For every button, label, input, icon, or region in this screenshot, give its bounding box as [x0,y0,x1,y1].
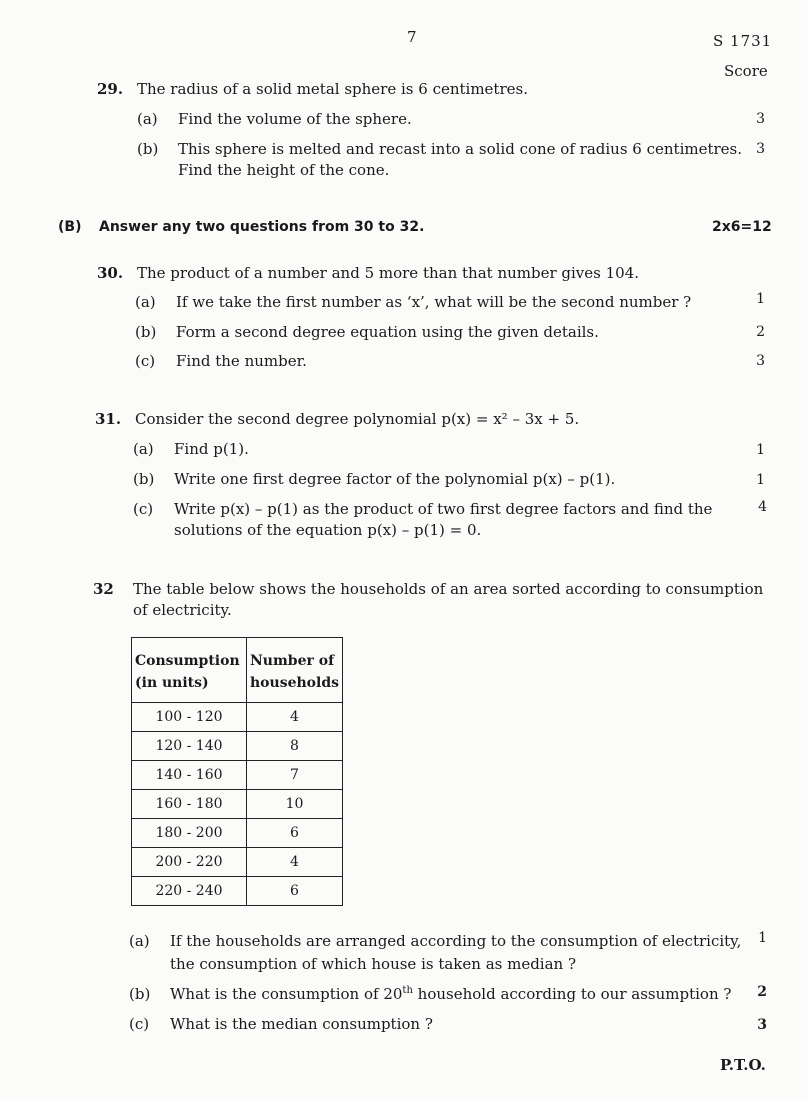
score-heading: Score [724,62,768,80]
cell-households: 4 [247,703,343,732]
cell-households: 10 [247,790,343,819]
question-text-cont: of electricity. [133,601,232,619]
paper-code: S 1731 [713,32,773,50]
cell-households: 6 [247,819,343,848]
cell-consumption: 180 - 200 [132,819,247,848]
question-text: The product of a number and 5 more than that number gives 104. [137,264,640,282]
part-label: (c) [133,500,154,518]
cell-households: 6 [247,877,343,906]
part-text: Form a second degree equation using the given details. [176,323,599,341]
score-value: 3 [756,141,765,157]
part-text: Find the number. [176,352,307,370]
part-label: (a) [137,110,158,128]
table-header-row [132,638,343,703]
part-text: Write one first degree factor of the polynomial p(x) – p(1). [174,470,616,488]
part-label: (a) [133,440,154,458]
part-text: This sphere is melted and recast into a solid cone of radius 6 centimetres. [178,140,743,158]
part-label: (a) [135,293,156,311]
score-value: 2 [757,984,767,1000]
part-text-cont: Find the height of the cone. [178,161,390,179]
table-row [132,877,343,906]
cell-consumption: 140 - 160 [132,761,247,790]
page-turn-note: P.T.O. [720,1056,766,1074]
cell-consumption: 160 - 180 [132,790,247,819]
question-text: Consider the second degree polynomial p(x) = x² – 3x + 5. [135,410,580,428]
table-row [132,761,343,790]
column-header-households: Number of households [247,638,343,703]
part-text-cont: the consumption of which house is taken as median ? [170,955,577,973]
score-value: 4 [758,499,767,515]
score-value: 1 [758,930,767,946]
table-row [132,703,343,732]
question-number: 30. [97,264,124,282]
part-text: Find p(1). [174,440,249,458]
consumption-table [131,637,343,906]
question-number: 32 [93,580,114,598]
part-text: If the households are arranged according to the consumption of electricity, [170,932,742,950]
part-text: What is the median consumption ? [170,1015,433,1033]
cell-consumption: 100 - 120 [132,703,247,732]
table-row [132,790,343,819]
table-row [132,848,343,877]
score-value: 3 [756,353,765,369]
score-value: 3 [756,111,765,127]
question-number: 31. [95,410,122,428]
part-text: What is the consumption of 20th household according to our assumption ? [170,985,732,1003]
cell-households: 7 [247,761,343,790]
question-text: The table below shows the households of an area sorted according to consumption [133,580,764,598]
table-row [132,732,343,761]
part-label: (b) [129,985,151,1003]
score-value: 3 [757,1017,767,1033]
part-label: (a) [129,932,150,950]
question-number: 29. [97,80,124,98]
cell-households: 8 [247,732,343,761]
score-value: 1 [756,291,765,307]
cell-households: 4 [247,848,343,877]
section-instruction: Answer any two questions from 30 to 32. [99,219,425,235]
column-header-consumption: Consumption (in units) [132,638,247,703]
score-value: 1 [756,472,765,488]
section-label: (B) [58,219,82,235]
cell-consumption: 200 - 220 [132,848,247,877]
part-text: If we take the first number as ‘x’, what will be the second number ? [176,293,692,311]
part-label: (b) [135,323,157,341]
table-row [132,819,343,848]
cell-consumption: 220 - 240 [132,877,247,906]
part-text: Find the volume of the sphere. [178,110,412,128]
section-marks: 2x6=12 [712,219,772,235]
part-label: (c) [135,352,156,370]
part-label: (c) [129,1015,150,1033]
page-number: 7 [407,28,417,46]
question-text: The radius of a solid metal sphere is 6 centimetres. [137,80,528,98]
part-text-cont: solutions of the equation p(x) – p(1) = 0. [174,521,482,539]
part-label: (b) [137,140,159,158]
cell-consumption: 120 - 140 [132,732,247,761]
part-text: Write p(x) – p(1) as the product of two first degree factors and find the [174,500,713,518]
score-value: 2 [756,324,765,340]
score-value: 1 [756,442,765,458]
part-label: (b) [133,470,155,488]
